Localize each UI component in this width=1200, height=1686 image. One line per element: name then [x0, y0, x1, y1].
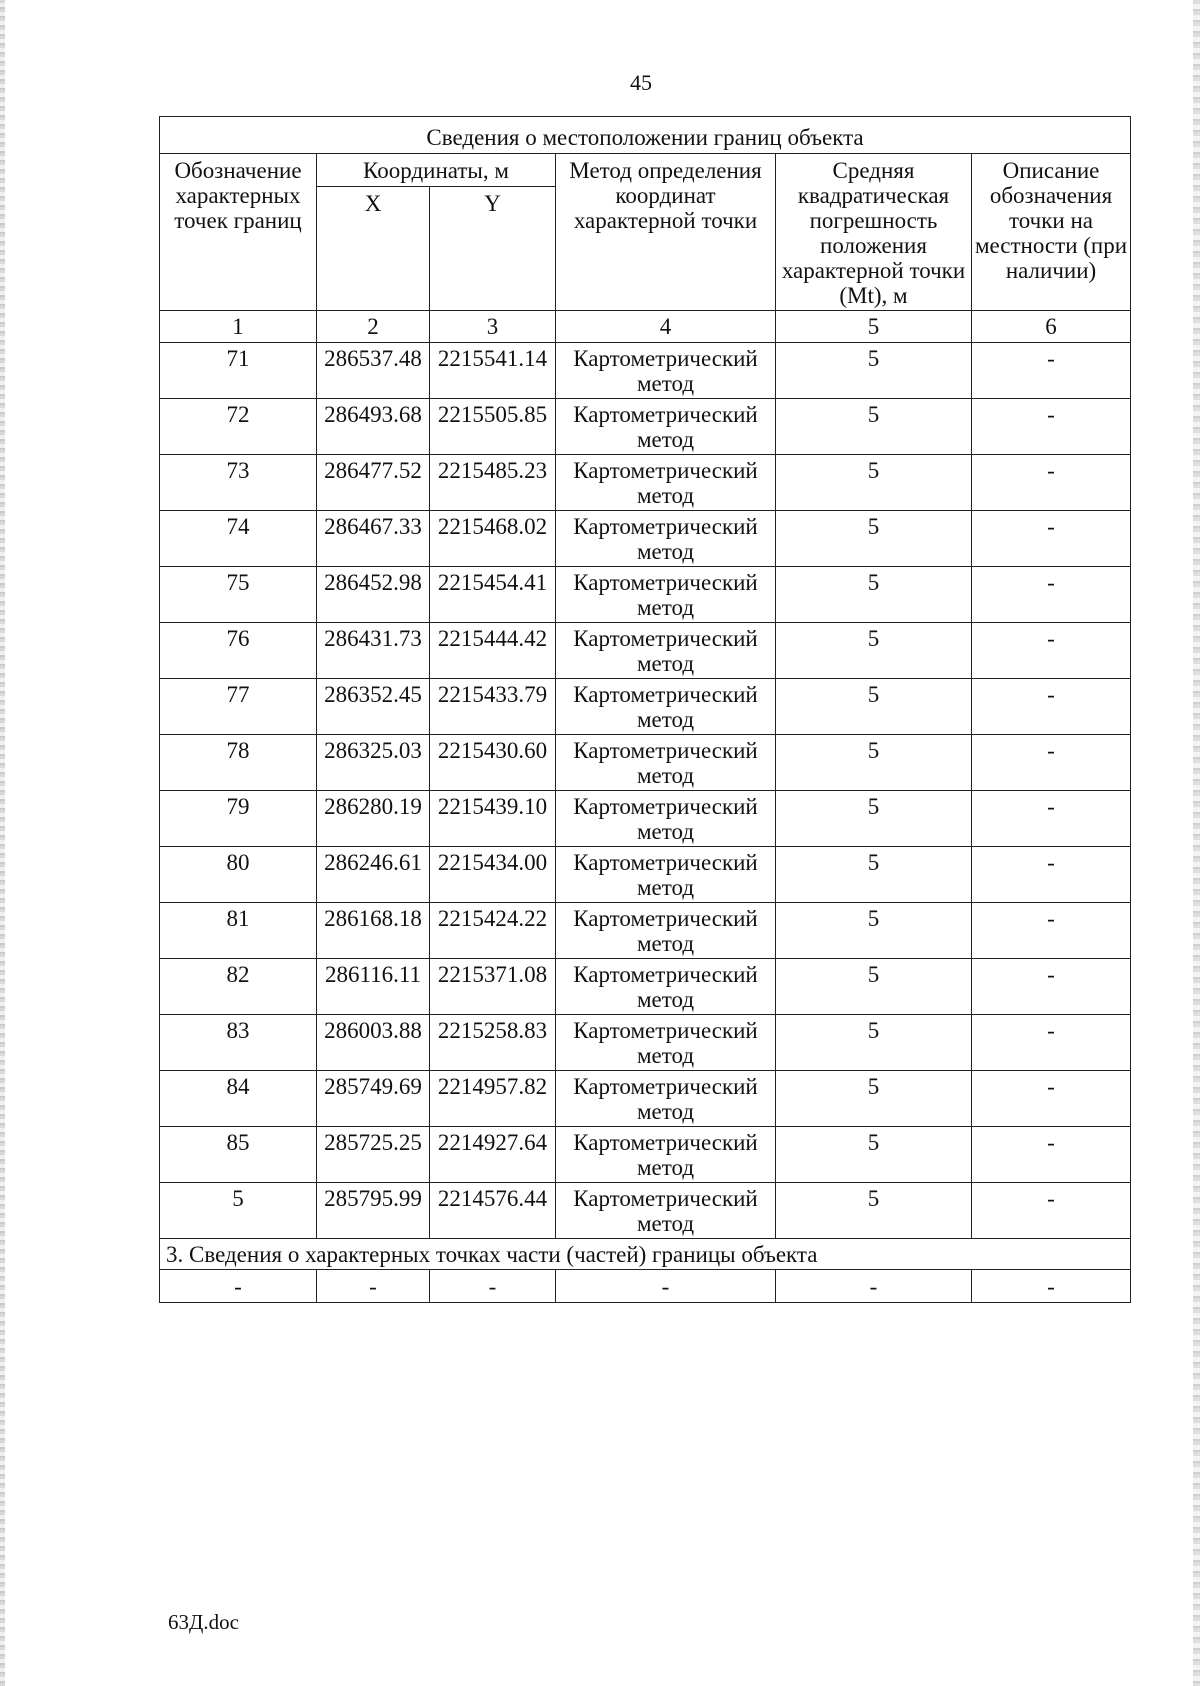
mean-square-error: 5: [776, 455, 972, 511]
method: Картометрический метод: [556, 959, 776, 1015]
coordinate-y: 2215433.79: [430, 679, 556, 735]
coordinate-x: 286431.73: [317, 623, 430, 679]
coordinate-x: 286168.18: [317, 903, 430, 959]
table-row: [160, 1183, 1131, 1239]
point-designation: 74: [160, 511, 317, 567]
coordinate-y: 2215371.08: [430, 959, 556, 1015]
point-designation: 82: [160, 959, 317, 1015]
mean-square-error: 5: [776, 1127, 972, 1183]
point-description: -: [972, 567, 1131, 623]
coordinate-y: 2215454.41: [430, 567, 556, 623]
coordinate-y: 2215485.23: [430, 455, 556, 511]
mean-square-error: 5: [776, 791, 972, 847]
mean-square-error: 5: [776, 343, 972, 399]
section3-cell: -: [972, 1270, 1131, 1303]
header-x: X: [317, 187, 430, 311]
method: Картометрический метод: [556, 735, 776, 791]
mean-square-error: 5: [776, 623, 972, 679]
point-description: -: [972, 1071, 1131, 1127]
point-designation: 81: [160, 903, 317, 959]
coordinate-x: 285725.25: [317, 1127, 430, 1183]
section3-cell: -: [430, 1270, 556, 1303]
coordinate-x: 286246.61: [317, 847, 430, 903]
point-description: -: [972, 1183, 1131, 1239]
table-row: [160, 343, 1131, 399]
table-row: [160, 1015, 1131, 1071]
table-row: [160, 399, 1131, 455]
point-description: -: [972, 791, 1131, 847]
header-mean-square-error: Средняя квадратическая погрешность положения характерной точки (Mt), м: [776, 154, 972, 311]
mean-square-error: 5: [776, 1183, 972, 1239]
coordinate-x: 286003.88: [317, 1015, 430, 1071]
coordinate-y: 2215258.83: [430, 1015, 556, 1071]
column-number: 3: [430, 311, 556, 343]
point-designation: 76: [160, 623, 317, 679]
coordinate-y: 2214957.82: [430, 1071, 556, 1127]
table-row: [160, 511, 1131, 567]
header-y: Y: [430, 187, 556, 311]
table-row: [160, 847, 1131, 903]
method: Картометрический метод: [556, 903, 776, 959]
point-designation: 84: [160, 1071, 317, 1127]
section3-title: 3. Сведения о характерных точках части (частей) границы объекта: [160, 1239, 1131, 1270]
coordinate-y: 2214927.64: [430, 1127, 556, 1183]
table-row: [160, 735, 1131, 791]
mean-square-error: 5: [776, 959, 972, 1015]
coordinate-x: 286493.68: [317, 399, 430, 455]
coordinate-x: 286280.19: [317, 791, 430, 847]
section3-cell: -: [317, 1270, 430, 1303]
point-designation: 85: [160, 1127, 317, 1183]
point-description: -: [972, 735, 1131, 791]
point-description: -: [972, 399, 1131, 455]
method: Картометрический метод: [556, 623, 776, 679]
mean-square-error: 5: [776, 399, 972, 455]
header-description: Описание обозначения точки на местности (при наличии): [972, 154, 1131, 311]
point-designation: 73: [160, 455, 317, 511]
coordinate-x: 286477.52: [317, 455, 430, 511]
point-description: -: [972, 679, 1131, 735]
point-designation: 77: [160, 679, 317, 735]
point-description: -: [972, 903, 1131, 959]
table-title: Сведения о местоположении границ объекта: [160, 117, 1131, 154]
method: Картометрический метод: [556, 1071, 776, 1127]
point-designation: 75: [160, 567, 317, 623]
method: Картометрический метод: [556, 511, 776, 567]
mean-square-error: 5: [776, 567, 972, 623]
coordinate-x: 286537.48: [317, 343, 430, 399]
point-designation: 79: [160, 791, 317, 847]
footer-filename: 63Д.doc: [168, 1610, 239, 1634]
coordinate-y: 2215444.42: [430, 623, 556, 679]
column-number-row: [160, 311, 1131, 343]
coordinate-x: 286467.33: [317, 511, 430, 567]
coordinate-x: 286116.11: [317, 959, 430, 1015]
method: Картометрический метод: [556, 455, 776, 511]
point-description: -: [972, 959, 1131, 1015]
header-coordinates: Координаты, м: [317, 154, 556, 187]
header-point-designation: Обозначение характерных точек границ: [160, 154, 317, 311]
coordinate-x: 285749.69: [317, 1071, 430, 1127]
coordinate-y: 2215541.14: [430, 343, 556, 399]
coordinate-y: 2215430.60: [430, 735, 556, 791]
method: Картометрический метод: [556, 1127, 776, 1183]
section3-title-row: [160, 1239, 1131, 1270]
mean-square-error: 5: [776, 679, 972, 735]
method: Картометрический метод: [556, 679, 776, 735]
mean-square-error: 5: [776, 1015, 972, 1071]
header-method: Метод определения координат характерной точки: [556, 154, 776, 311]
method: Картометрический метод: [556, 1015, 776, 1071]
table-title-row: [160, 117, 1131, 154]
column-number: 6: [972, 311, 1131, 343]
point-description: -: [972, 1015, 1131, 1071]
method: Картометрический метод: [556, 399, 776, 455]
point-designation: 80: [160, 847, 317, 903]
mean-square-error: 5: [776, 735, 972, 791]
coordinate-y: 2215468.02: [430, 511, 556, 567]
coordinate-x: 286452.98: [317, 567, 430, 623]
coordinate-y: 2214576.44: [430, 1183, 556, 1239]
table-row: [160, 679, 1131, 735]
table-row: [160, 455, 1131, 511]
method: Картометрический метод: [556, 343, 776, 399]
section3-cell: -: [160, 1270, 317, 1303]
point-description: -: [972, 623, 1131, 679]
header-row-1: [160, 154, 1131, 187]
point-designation: 83: [160, 1015, 317, 1071]
point-designation: 78: [160, 735, 317, 791]
column-number: 4: [556, 311, 776, 343]
scan-edge-right: [1193, 0, 1200, 1686]
column-number: 2: [317, 311, 430, 343]
method: Картометрический метод: [556, 847, 776, 903]
point-description: -: [972, 847, 1131, 903]
coordinate-y: 2215424.22: [430, 903, 556, 959]
mean-square-error: 5: [776, 1071, 972, 1127]
table-row: [160, 567, 1131, 623]
point-designation: 5: [160, 1183, 317, 1239]
boundary-coordinates-table: [159, 116, 1131, 1303]
column-number: 5: [776, 311, 972, 343]
coordinate-x: 286325.03: [317, 735, 430, 791]
coordinate-x: 285795.99: [317, 1183, 430, 1239]
table-row: [160, 791, 1131, 847]
section3-data-row: [160, 1270, 1131, 1303]
method: Картометрический метод: [556, 567, 776, 623]
point-description: -: [972, 511, 1131, 567]
page-number: 45: [630, 70, 652, 95]
mean-square-error: 5: [776, 847, 972, 903]
coordinate-y: 2215434.00: [430, 847, 556, 903]
table-row: [160, 959, 1131, 1015]
mean-square-error: 5: [776, 903, 972, 959]
mean-square-error: 5: [776, 511, 972, 567]
table-row: [160, 623, 1131, 679]
point-description: -: [972, 1127, 1131, 1183]
point-description: -: [972, 455, 1131, 511]
coordinate-y: 2215439.10: [430, 791, 556, 847]
method: Картометрический метод: [556, 1183, 776, 1239]
point-description: -: [972, 343, 1131, 399]
scan-edge-left: [0, 0, 5, 1686]
point-designation: 71: [160, 343, 317, 399]
section3-cell: -: [556, 1270, 776, 1303]
column-number: 1: [160, 311, 317, 343]
point-designation: 72: [160, 399, 317, 455]
table-row: [160, 1127, 1131, 1183]
table-row: [160, 903, 1131, 959]
coordinate-y: 2215505.85: [430, 399, 556, 455]
table-row: [160, 1071, 1131, 1127]
method: Картометрический метод: [556, 791, 776, 847]
coordinate-x: 286352.45: [317, 679, 430, 735]
section3-cell: -: [776, 1270, 972, 1303]
